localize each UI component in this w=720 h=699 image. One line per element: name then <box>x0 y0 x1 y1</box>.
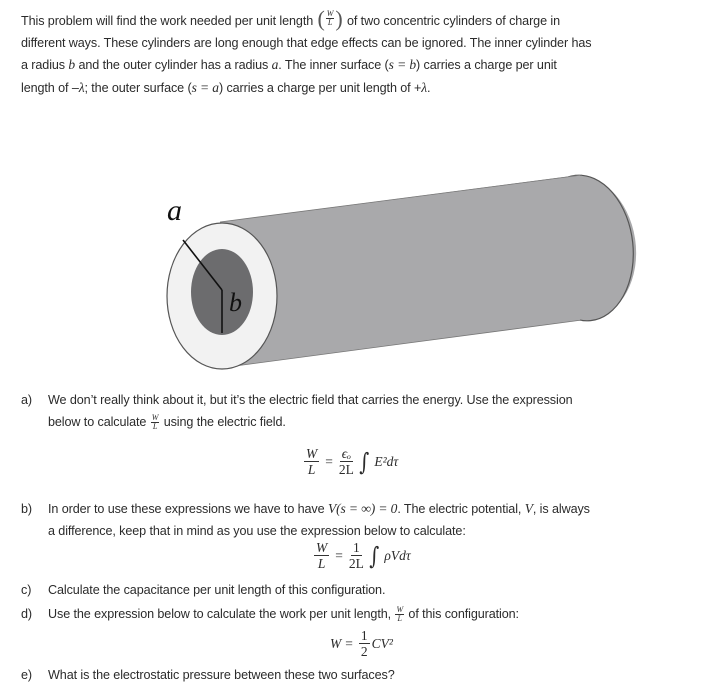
w-over-l-fraction: $\frac{W}{L}$ <box>396 605 404 624</box>
intro-line-2: different ways. These cylinders are long enough that edge effects can be ignored. The inner cylinder has <box>21 36 592 51</box>
equation-energy-field: $\frac{W}{L}$ = $\frac{\text{ϵₒ}}{2L}$ ∫ E²dτ <box>306 446 399 477</box>
integral-sign: ∫ <box>369 541 380 570</box>
intro-line-1: This problem will find the work needed per unit length ( $\frac{W}{L}$ ) of two concentric cylinders of charge in <box>21 5 560 31</box>
part-b-label: b) <box>21 502 32 516</box>
part-a-label: a) <box>21 393 32 407</box>
part-d: d) Use the expression below to calculate the work per unit length, $\frac{W}{L}$ of this configuration: <box>21 603 711 625</box>
equation-energy-potential: $\frac{W}{L}$ = $\frac{1}{2L}$ ∫ ρVdτ <box>316 540 411 571</box>
intro-line-4: length of –λ; the outer surface (s = a) carries a charge per unit length of +λ. <box>21 79 431 95</box>
part-a: a) We don’t really think about it, but it’s the electric field that carries the energy. Use the expression below to calculate $\frac{W}{L}$ using the electric field. <box>21 389 711 433</box>
part-c-label: c) <box>21 583 32 597</box>
label-b: b <box>229 288 242 317</box>
part-b: b) In order to use these expressions we have to have V(s = ∞) = 0. The electric potential, V, is always a difference, keep that in mind as you use the expression below to calculate: <box>21 498 711 542</box>
w-over-l-fraction: ( $\frac{W}{L}$ ) <box>317 5 343 31</box>
equation-capacitor-energy: W = $\frac{1}{2}$ CV² <box>330 628 393 659</box>
integral-sign: ∫ <box>359 447 370 476</box>
concentric-cylinder-figure <box>150 170 650 380</box>
part-e-label: e) <box>21 668 32 682</box>
part-d-label: d) <box>21 607 32 621</box>
cylinder-illustration <box>150 170 650 380</box>
part-c: c) Calculate the capacitance per unit length of this configuration. <box>21 579 711 601</box>
intro-line-3: a radius b and the outer cylinder has a radius a. The inner surface (s = b) carries a charge per unit <box>21 57 557 73</box>
w-over-l-fraction: $\frac{W}{L}$ <box>151 413 159 432</box>
intro-paragraph <box>21 5 711 99</box>
label-a: a <box>167 194 182 227</box>
part-e: e) What is the electrostatic pressure between these two surfaces? <box>21 664 711 686</box>
